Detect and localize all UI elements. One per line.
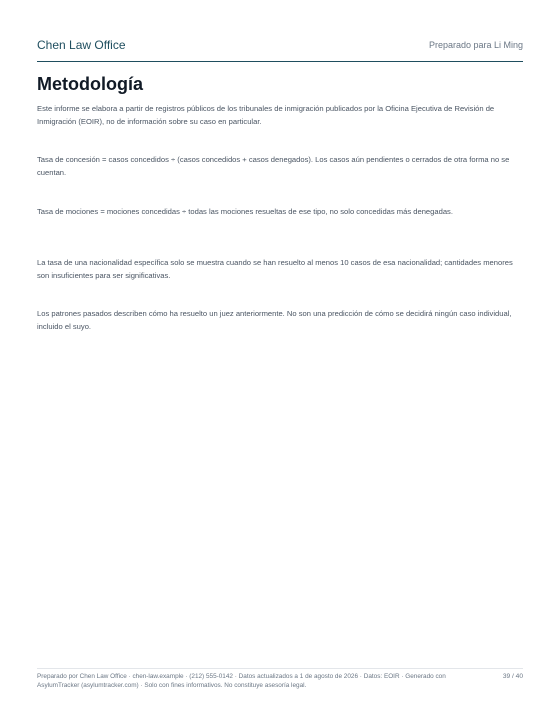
methodology-paragraph-disclaimer: Los patrones pasados describen cómo ha resuelto un juez anteriormente. No son una predicción de cómo se decidirá ningún caso individual, incluido el suyo. xyxy=(37,309,512,331)
methodology-paragraph-source: Este informe se elabora a partir de registros públicos de los tribunales de inmigración publicados por la Oficina Ejecutiva de Revisión de Inmigración (EOIR), no de información sobre su caso en particular. xyxy=(37,104,495,126)
section-title: Metodología xyxy=(37,74,143,94)
prepared-for-label: Preparado para Li Ming xyxy=(428,40,523,50)
footer-text: Preparado por Chen Law Office · chen-law.example · (212) 555-0142 · Datos actualizados a 1 de agosto de 2026 · Datos: EOIR · Generado con AsylumTracker (asylumtracker.com) · Solo con fines informativos. No constituye asesoría legal. xyxy=(37,673,446,689)
page-number: 39 / 40 xyxy=(502,673,523,680)
page-header xyxy=(37,38,523,62)
page-footer xyxy=(37,668,523,690)
methodology-paragraph-motion-rate: Tasa de mociones = mociones concedidas ÷ todas las mociones resueltas de ese tipo, no solo concedidas más denegadas. xyxy=(37,207,453,216)
methodology-paragraph-nationality: La tasa de una nacionalidad específica solo se muestra cuando se han resuelto al menos 10 casos de esa nacionalidad; cantidades menores son insuficientes para ser significativas. xyxy=(37,258,513,280)
firm-name: Chen Law Office xyxy=(37,38,126,52)
methodology-paragraph-grant-rate: Tasa de concesión = casos concedidos ÷ (casos concedidos + casos denegados). Los casos aún pendientes o cerrados de otra forma no se cuentan. xyxy=(37,155,510,177)
